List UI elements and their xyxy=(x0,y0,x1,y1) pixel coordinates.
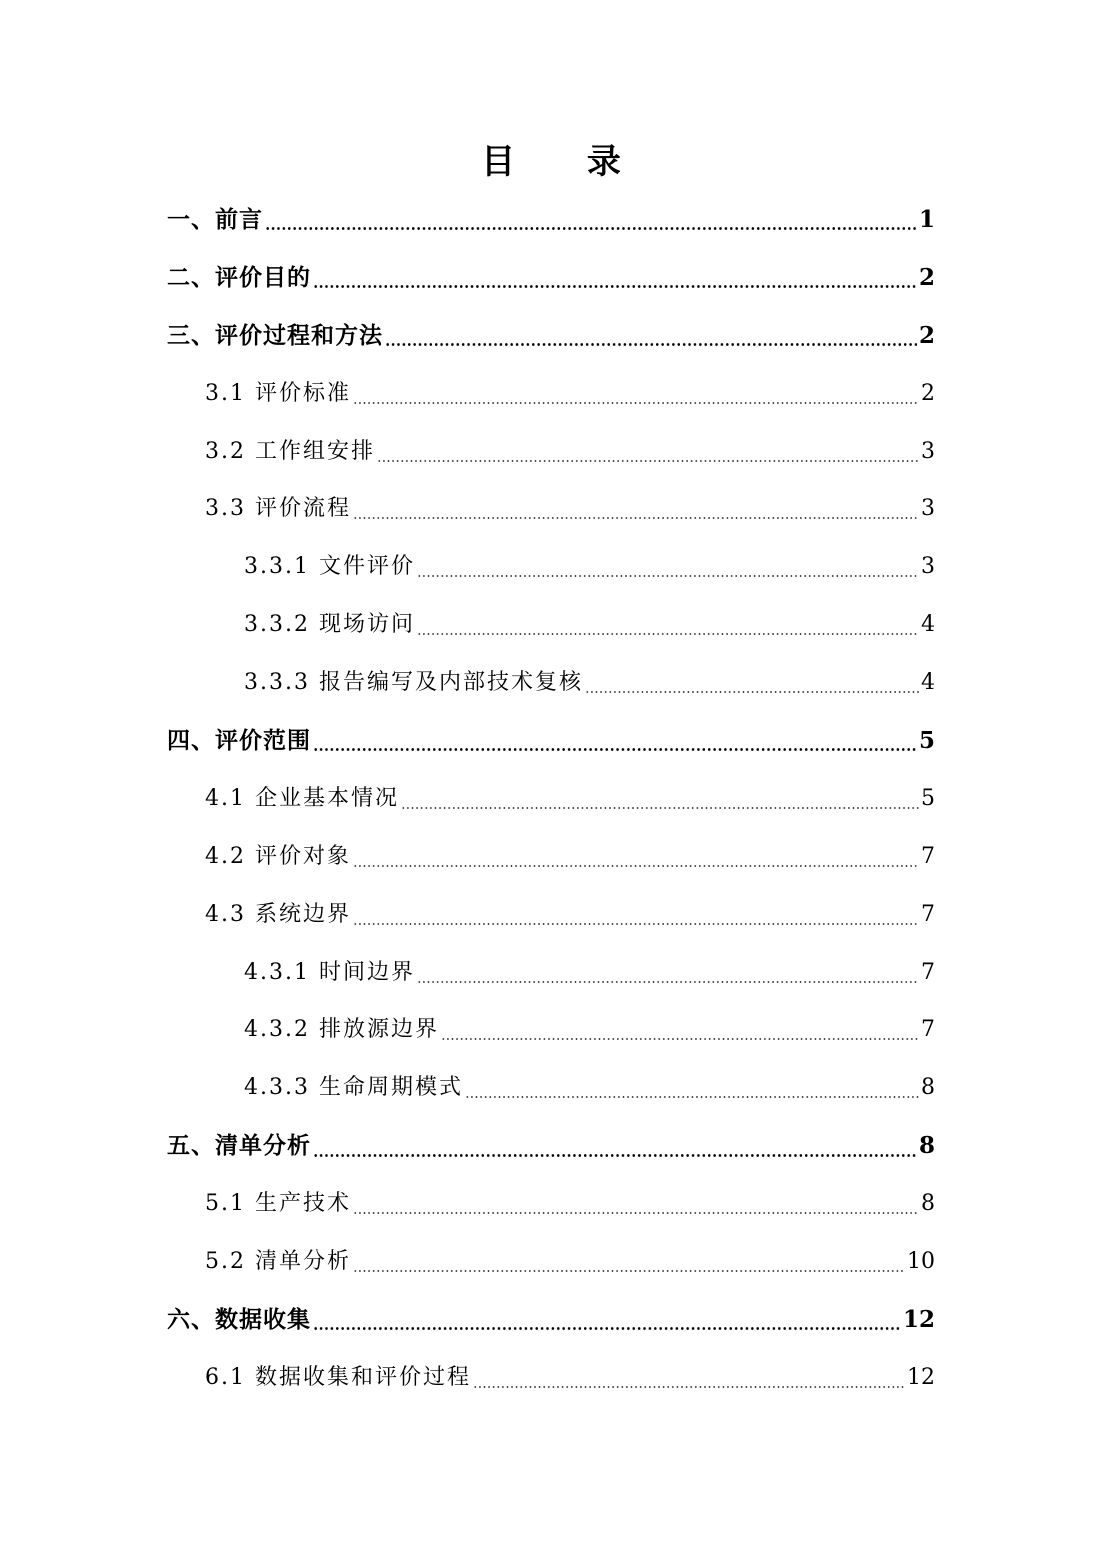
toc-page-number: 8 xyxy=(921,1075,935,1101)
toc-dot-leader xyxy=(353,402,919,404)
toc-page-number: 10 xyxy=(907,1249,935,1275)
toc-dot-leader xyxy=(313,285,917,288)
toc-dot-leader xyxy=(353,1270,905,1272)
toc-dot-leader xyxy=(353,517,919,519)
toc-dot-leader xyxy=(417,633,919,635)
toc-entry[interactable] xyxy=(167,886,935,944)
toc-entry[interactable] xyxy=(167,423,935,481)
toc-dot-leader xyxy=(465,1096,919,1098)
toc-page-number: 4 xyxy=(921,670,935,696)
toc-entry[interactable] xyxy=(167,1349,935,1407)
toc-entry[interactable] xyxy=(167,249,935,307)
toc-entry[interactable] xyxy=(167,307,935,365)
toc-title: 目 录 xyxy=(481,142,651,182)
toc-entry-label: 一、前言 xyxy=(167,206,263,233)
toc-entry[interactable] xyxy=(167,1059,935,1117)
toc-entry-label: 三、评价过程和方法 xyxy=(167,321,383,349)
toc-entry-label: 4.3.2 排放源边界 xyxy=(244,1017,439,1043)
toc-page-number: 3 xyxy=(921,496,935,522)
toc-page-number: 7 xyxy=(921,959,935,985)
toc-entry-label: 5.2 清单分析 xyxy=(205,1249,351,1275)
toc-entry-label: 五、清单分析 xyxy=(167,1132,311,1160)
toc-page-number: 7 xyxy=(921,901,935,927)
toc-dot-leader xyxy=(473,1386,905,1388)
toc-dot-leader xyxy=(417,981,919,983)
toc-entry[interactable] xyxy=(167,1233,935,1291)
toc-dot-leader xyxy=(417,575,919,577)
toc-entry-label: 3.3.3 报告编写及内部技术复核 xyxy=(244,670,583,696)
toc-list xyxy=(167,191,935,1407)
toc-entry-label: 二、评价目的 xyxy=(167,263,311,291)
toc-entry[interactable] xyxy=(167,770,935,828)
toc-page-number: 3 xyxy=(921,554,935,580)
toc-entry[interactable] xyxy=(167,596,935,654)
toc-page-number: 8 xyxy=(921,1191,935,1217)
toc-page-number: 1 xyxy=(918,206,935,233)
toc-entry[interactable] xyxy=(167,1291,935,1349)
toc-entry-label: 六、数据收集 xyxy=(167,1305,311,1333)
toc-entry-label: 5.1 生产技术 xyxy=(205,1191,351,1217)
toc-dot-leader xyxy=(313,1327,901,1330)
toc-page-number: 3 xyxy=(921,438,935,464)
toc-entry[interactable] xyxy=(167,712,935,770)
toc-dot-leader xyxy=(585,691,919,693)
toc-entry[interactable] xyxy=(167,1001,935,1059)
toc-dot-leader xyxy=(401,807,919,809)
toc-page-number: 8 xyxy=(918,1132,935,1160)
toc-page-number: 12 xyxy=(907,1364,935,1390)
toc-dot-leader xyxy=(441,1038,919,1040)
toc-entry[interactable] xyxy=(167,1175,935,1233)
toc-page-number: 4 xyxy=(921,612,935,638)
toc-entry-label: 3.3.1 文件评价 xyxy=(244,554,415,580)
toc-entry[interactable] xyxy=(167,365,935,423)
toc-entry-label: 4.3 系统边界 xyxy=(205,901,351,927)
toc-entry[interactable] xyxy=(167,1117,935,1175)
toc-entry-label: 3.2 工作组安排 xyxy=(205,438,375,464)
toc-entry-label: 3.3.2 现场访问 xyxy=(244,612,415,638)
toc-entry[interactable] xyxy=(167,654,935,712)
toc-dot-leader xyxy=(353,1212,919,1214)
toc-entry-label: 3.1 评价标准 xyxy=(205,380,351,406)
toc-entry-label: 4.2 评价对象 xyxy=(205,843,351,869)
toc-dot-leader xyxy=(353,865,919,867)
toc-page-number: 5 xyxy=(921,785,935,811)
toc-entry[interactable] xyxy=(167,191,935,249)
toc-page-number: 5 xyxy=(918,727,935,755)
toc-dot-leader xyxy=(377,460,919,462)
toc-entry-label: 3.3 评价流程 xyxy=(205,496,351,522)
toc-dot-leader xyxy=(265,227,917,230)
toc-dot-leader xyxy=(313,1154,917,1157)
toc-page-number: 7 xyxy=(921,843,935,869)
toc-page-number: 7 xyxy=(921,1017,935,1043)
toc-entry-label: 4.1 企业基本情况 xyxy=(205,785,399,811)
toc-page-number: 12 xyxy=(902,1305,935,1333)
toc-page-number: 2 xyxy=(921,380,935,406)
toc-entry[interactable] xyxy=(167,538,935,596)
toc-page-number: 2 xyxy=(918,321,935,349)
toc-entry-label: 四、评价范围 xyxy=(167,727,311,755)
toc-dot-leader xyxy=(313,748,917,751)
toc-entry[interactable] xyxy=(167,944,935,1002)
toc-entry-label: 4.3.1 时间边界 xyxy=(244,959,415,985)
toc-entry[interactable] xyxy=(167,480,935,538)
toc-entry-label: 4.3.3 生命周期模式 xyxy=(244,1075,463,1101)
toc-dot-leader xyxy=(385,343,917,346)
toc-dot-leader xyxy=(353,923,919,925)
toc-page-number: 2 xyxy=(918,263,935,291)
toc-entry-label: 6.1 数据收集和评价过程 xyxy=(205,1364,471,1390)
toc-entry[interactable] xyxy=(167,828,935,886)
